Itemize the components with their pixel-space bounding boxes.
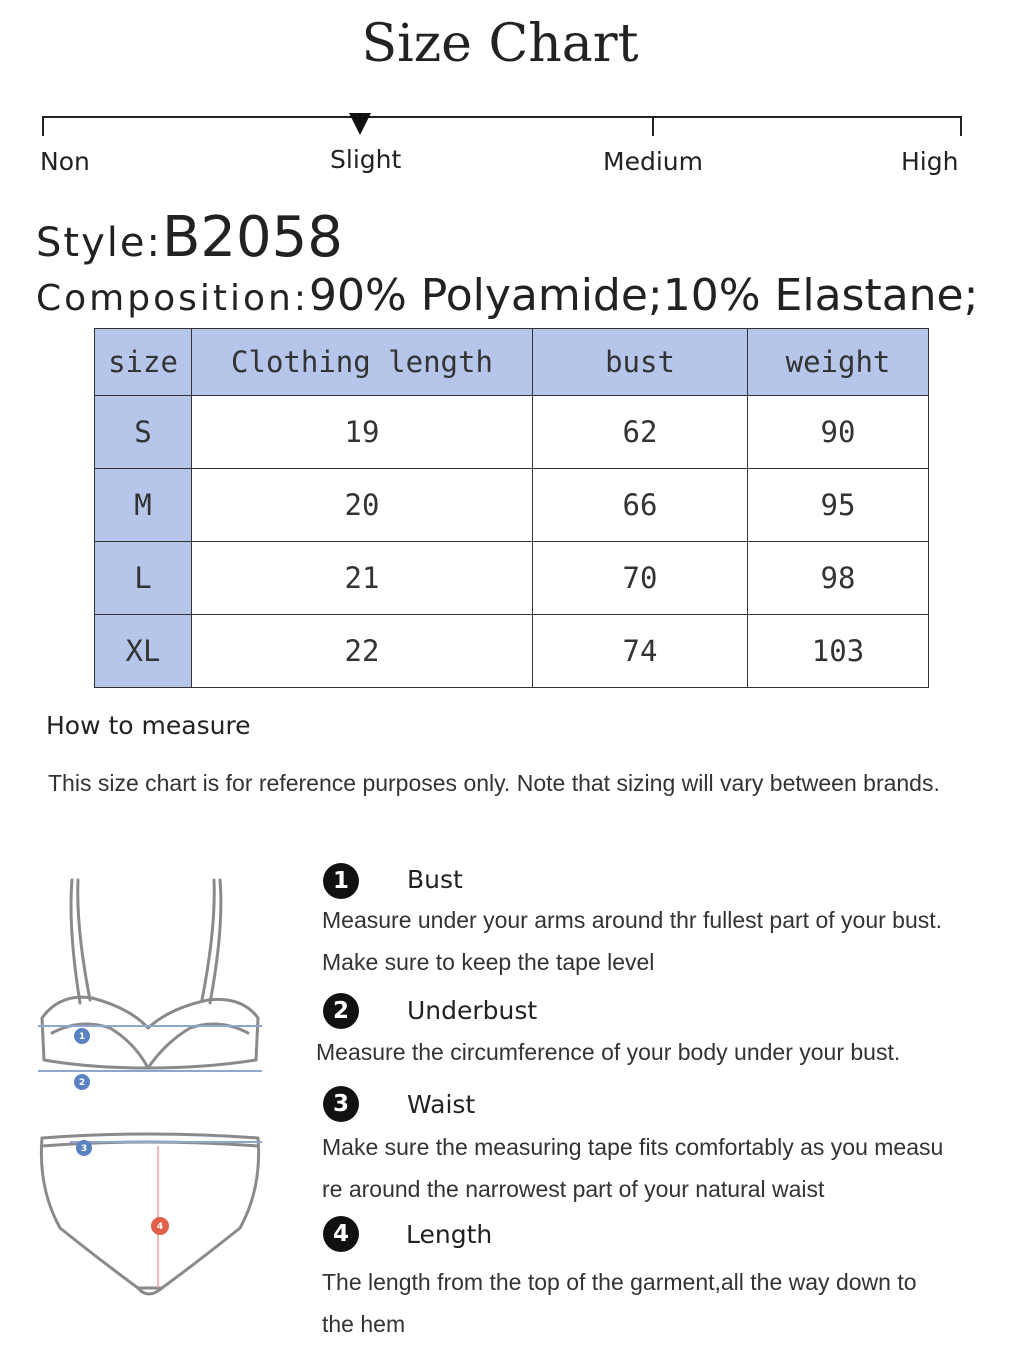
marker-label: 3: [80, 1144, 88, 1154]
weight-cell: 90: [748, 396, 929, 469]
header-size: size: [95, 329, 192, 396]
header-bust: bust: [533, 329, 748, 396]
size-cell: L: [95, 542, 192, 615]
marker-label: 2: [78, 1078, 86, 1088]
style-value: B2058: [161, 205, 343, 270]
weight-cell: 103: [748, 615, 929, 688]
weight-cell: 95: [748, 469, 929, 542]
step-desc-bust: Measure under your arms around thr fullest part of your bust. Make sure to keep the tape level: [322, 907, 943, 975]
scale-tick-non: [42, 116, 44, 136]
composition-value: 90% Polyamide;10% Elastane;: [308, 270, 979, 321]
step-title-waist: Waist: [407, 1090, 476, 1119]
scale-tick-high: [960, 116, 962, 136]
length-cell: 20: [192, 469, 533, 542]
length-cell: 21: [192, 542, 533, 615]
step-title-length: Length: [406, 1220, 493, 1249]
bust-cell: 66: [533, 469, 748, 542]
step-number-icon: 1: [323, 863, 359, 899]
composition-label: Composition:: [36, 278, 309, 319]
table-header-row: [95, 329, 929, 396]
style-label: Style:: [36, 220, 162, 266]
page-title: Size Chart: [361, 14, 639, 74]
weight-cell: 98: [748, 542, 929, 615]
step-desc-underbust: Measure the circumference of your body under your bust.: [316, 1039, 901, 1065]
bust-cell: 74: [533, 615, 748, 688]
briefs-outline: [41, 1138, 258, 1288]
table-row: [95, 396, 929, 469]
header-clothing-length: Clothing length: [192, 329, 533, 396]
bra-cups: [42, 997, 258, 1028]
step-number-icon: 2: [323, 993, 359, 1029]
bust-cell: 70: [533, 542, 748, 615]
header-weight: weight: [748, 329, 929, 396]
step-number-icon: 3: [323, 1086, 359, 1122]
scale-tick-medium: [652, 116, 654, 136]
length-cell: 22: [192, 615, 533, 688]
composition-line: [36, 270, 978, 321]
table-row: [95, 469, 929, 542]
marker-label: 4: [156, 1222, 164, 1232]
garment-diagram: [30, 868, 270, 1313]
briefs-waistband: [42, 1134, 258, 1138]
table-row: [95, 615, 929, 688]
table-row: [95, 542, 929, 615]
scale-marker-icon: [349, 113, 371, 135]
size-cell: M: [95, 469, 192, 542]
size-cell: XL: [95, 615, 192, 688]
scale-line: [42, 116, 962, 118]
reference-note: This size chart is for reference purposes only. Note that sizing will vary between brands.: [48, 770, 940, 796]
step-title-underbust: Underbust: [407, 996, 538, 1025]
scale-label-non: Non: [40, 147, 90, 176]
scale-label-high: High: [901, 147, 959, 176]
how-to-measure-title: How to measure: [46, 711, 251, 740]
style-line: [36, 205, 343, 270]
bust-cell: 62: [533, 396, 748, 469]
marker-label: 1: [78, 1032, 86, 1042]
size-cell: S: [95, 396, 192, 469]
scale-label-slight: Slight: [330, 145, 402, 174]
step-desc-length: The length from the top of the garment,all the way down to the hem: [322, 1269, 917, 1337]
size-table: [94, 328, 929, 688]
step-title-bust: Bust: [407, 865, 463, 894]
step-desc-waist: Make sure the measuring tape fits comfortably as you measu re around the narrowest part of your natural waist: [322, 1134, 944, 1202]
scale-label-medium: Medium: [603, 147, 703, 176]
length-cell: 19: [192, 396, 533, 469]
step-number-icon: 4: [323, 1216, 359, 1252]
